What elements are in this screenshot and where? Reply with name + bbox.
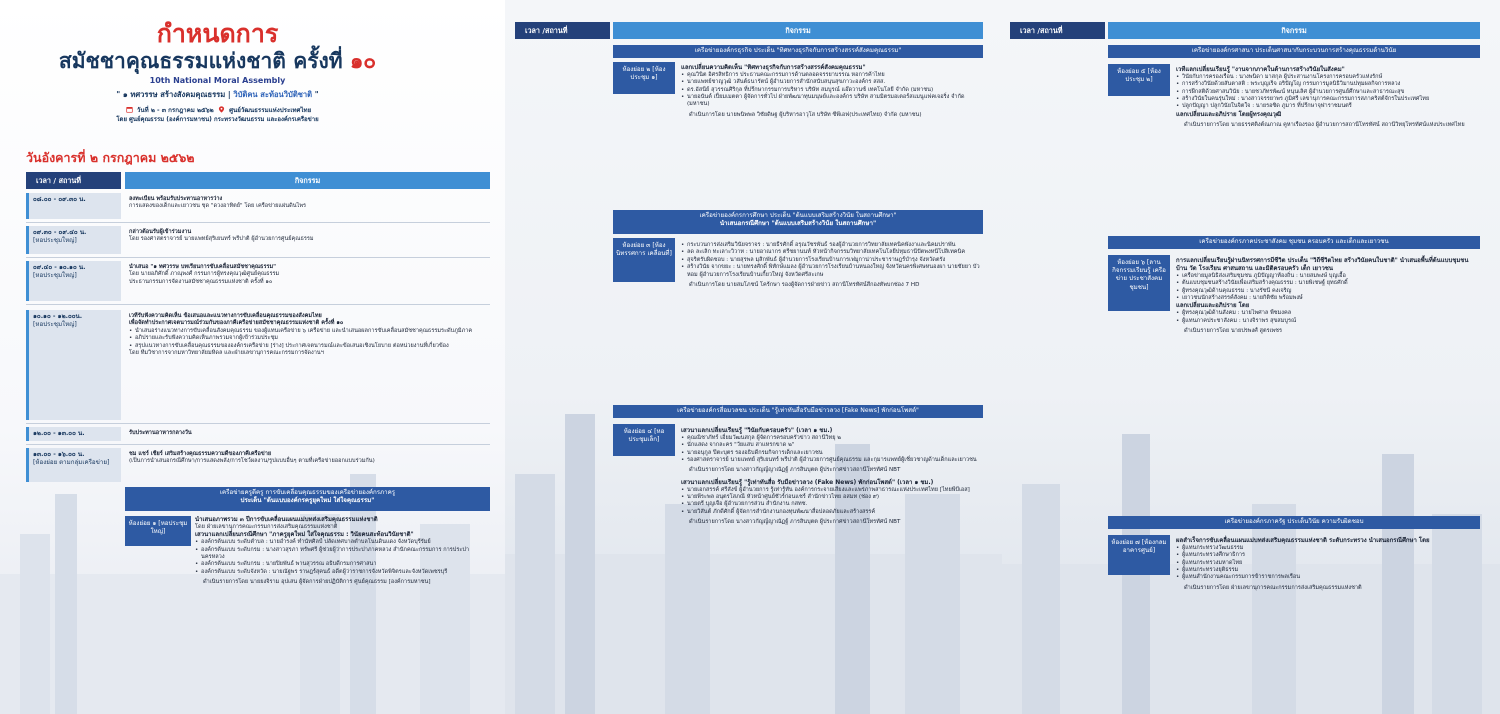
column-header-time: เวลา / สถานที่ xyxy=(26,172,121,189)
speaker-item: • สร้างวินัย จากขยะ : นายทรงศักดิ์ พิทักษ์แมลง ผู้อำนวยการโรงเรียนบ้านหนองใหญ่ จังหวัดนครพิเศษหนองผา นายชัยยา บัวหอม ผู้อำนวยการโรงเรียนบ้านเกี้ยวใหญ่ จังหวัดศรีสะเกษ xyxy=(681,264,981,279)
column-header-time: เวลา /สถานที่ xyxy=(515,22,610,39)
civil-society-session xyxy=(1176,257,1480,335)
session-summary: แลกเปลี่ยนและอภิปราย โดย xyxy=(1176,302,1250,310)
room-label: ห้องย่อย ๗ [ห้องกลม อาคารศูนย์] xyxy=(1108,535,1170,575)
event-date: วันที่ ๒ - ๓ กรกฎาคม ๒๕๖๒ xyxy=(136,106,214,114)
row-time: ๑๒.๐๐ - ๑๓.๐๐ น. xyxy=(33,430,85,437)
speaker-list xyxy=(1176,545,1480,582)
theme-part-b: วิบัติคน สะท้อนวิบัติชาติ xyxy=(233,90,313,100)
schedule-row xyxy=(26,193,490,219)
speaker-item: • ผู้ทรงคุณวุฒิด้านสังคม : นายไพศาล พืชมงคล xyxy=(1176,310,1480,317)
theme-line xyxy=(20,90,415,100)
speaker-item: • ผู้ทรงคุณวุฒิด้านคุณธรรม : นางรัชนี คงเจริญ xyxy=(1176,288,1480,295)
schedule-row xyxy=(26,448,490,482)
theme-part-c: " xyxy=(312,90,319,100)
schedule-row xyxy=(26,226,490,254)
speaker-list xyxy=(681,435,981,465)
speaker-item: • สุจริตรับผิดชอบ : นายสุรพล มุสิกพันธ์ ผู้อำนวยการโรงเรียนบ้านการเฟมูกาน่าประชาราษฎร์บำรุง จังหวัดตรัง xyxy=(681,257,981,264)
panel-network-sessions-a xyxy=(505,0,1002,714)
speaker-item: • ดร.อัสนีย์ สุวรรณศิริกุล ที่ปรึกษากรรมการบริหาร บริษัท สมบูรณ์ แอ๊ดวานซ์ เทคโนโลยี จำกัด (มหาชน) xyxy=(681,87,981,94)
speaker-item: • องค์กรต้นแบบ ระดับกรม : นางสาวสุรภา ทรัพศรี ผู้ช่วยผู้ว่าการประปาภาคหลวง สำนักคณะกรรมการ การประปานครหลวง xyxy=(195,547,490,562)
moderator: ดำเนินรายการโดย นายยงจิราม อุปเสน ผู้จัดการฝ่ายปฏิบัติการ ศูนย์คุณธรรม [องค์การมหาชน] xyxy=(203,579,431,586)
speaker-item: • กระบวนการส่งเสริมวินัยจราจร : นายธีรศักดิ์ อรุณวัชรพันธ์ รองผู้อำนวยการวิทยาลัยเทคนิคพังงาและนิคมปราพัน xyxy=(681,242,981,249)
row-time: ๐๙.๔๐ - ๑๐.๑๐ น. xyxy=(33,264,86,271)
media-session xyxy=(681,427,981,527)
session-lead: เสวนาแลกเปลี่ยนเรียนรู้ "รู้เท่าทันสื่อ รับมือข่าวลวง (Fake News) พักก่อนโพสต์" (เวลา ๑ ชม.) xyxy=(681,478,934,486)
speaker-item: • เยาวชนนักสร้างสรรค์สังคม : นายกิติชัย พร้อมพงษ์ xyxy=(1176,295,1480,302)
moderator: ดำเนินการโดย นายสมโภชน์ โคร้กษา รองผู้จัดการฝ่ายข่าว สถานีโทรทัศน์สีกองทัพบกช่อง 7 HD xyxy=(689,281,920,288)
row-time: ๐๙.๓๐ - ๐๙.๔๐ น. xyxy=(33,229,87,236)
row-activity-line: การแสดงของเด็กและเยาวชน ชุด "ดวงอาทิตย์" โดย เครือข่ายแผ่นดินไพร xyxy=(129,203,307,210)
location-pin-icon xyxy=(218,106,225,113)
session-lead: เสวนาแลกเปลี่ยนกรณีศึกษา "ภาครูยุคใหม่ ใส่ใจคุณธรรม : วินัยคนสะท้อนวินัยชาติ" xyxy=(195,531,414,539)
day-heading: วันอังคารที่ ๒ กรกฎาคม ๒๕๖๒ xyxy=(26,150,195,165)
main-title: กำหนดการ xyxy=(156,19,279,48)
speaker-item: • คุณวินิต อิศรสิทธิการ ประธานคณะกรรมการด้านตลอดจรรยาบรรณ หอการค้าไทย xyxy=(681,72,981,79)
assembly-number: ๑๐ xyxy=(349,48,377,73)
speaker-list xyxy=(1176,74,1480,111)
speaker-item: • ผู้แทนสำนักงานคณะกรรมการข้าราชการพลเรือน xyxy=(1176,574,1480,581)
row-location: [ห้องย่อย ตามกลุ่มเครือข่าย] xyxy=(33,459,110,467)
speaker-item: • นายเอกสรรค์ ศรีสังข์ ผู้อำนวยการ รู้เท่ารู้ทัน องค์การกระจายเสียงและแพร่ภาพสาธารณะแห่งประเทศไทย [ไทยพีบีเอส] xyxy=(681,487,981,494)
session-lead: เสวนาแลกเปลี่ยนเรียนรู้ "วินัยกับครอบครัว" (เวลา ๑ ชม.) xyxy=(681,427,833,434)
row-activity-title: เพื่อจัดทำประกาศเจตนารมณ์ร่วมกันของภาคีเครือข่ายสมัชชาคุณธรรมแห่งชาติ ครั้งที่ ๑๐ xyxy=(129,320,344,327)
network-title-media: เครือข่ายองค์กรสื่อมวลชน ประเด็น "รู้เท่าทันสื่อรับมือข่าวลวง [Fake News] พักก่อนโพสต์" xyxy=(613,405,983,418)
speaker-item: • ปลูกปัญญา ปลูกวินัยในจิตใจ : นายรอซิด ภูมาร ที่ปรึกษาจุฬาราชมนตรี xyxy=(1176,103,1480,110)
session-lead: การแลกเปลี่ยนเรียนรู้ผ่านนิทรรศการมีชีวิต ประเด็น "วิถีชีวิตไทย สร้างวินัยคนในชาติ" นำเสนอพื้นที่ต้นแบบชุมชน บ้าน วัด โรงเรียน ศาสนสถาน และมิติครอบครัว เด็ก เยาวชน xyxy=(1176,257,1469,272)
row-divider xyxy=(26,304,490,305)
subtitle xyxy=(20,49,415,74)
column-header-activity: กิจกรรม xyxy=(613,22,983,39)
speaker-item: • ผู้แทนภาคประชาสังคม : นางจิราพร สุขสมบูรณ์ xyxy=(1176,318,1480,325)
row-bullet: • สรุปแนวทางการขับเคลื่อนคุณธรรมขององค์กรเครือข่าย [ร่าง] ประกาศเจตนารมณ์และข้อเสนอเชิงนโยบาย ต่อหน่วยงานที่เกี่ยวข้อง xyxy=(129,343,486,350)
speaker-item: • ผู้แทนกระทรวงศึกษาธิการ xyxy=(1176,552,1480,559)
speaker-item: • นักแสดง จากละคร "วัยแสบ สาแหรกขาด ๒" xyxy=(681,442,981,449)
network-title-state: เครือข่ายองค์กรภาครัฐ ประเด็นวินัย ความรับผิดชอบ xyxy=(1108,516,1480,529)
speaker-item: • สร้างวินัยในคนรุ่นใหม่ : นางสาวจรรยาพร ภูมิศรี เลขานุการคณะกรรมการสภาคริสต์จักรในประเทศไทย xyxy=(1176,96,1480,103)
teachers-session xyxy=(195,516,490,586)
theme-part-a: " ๑ ทศวรรษ สร้างสังคมคุณธรรม | xyxy=(116,90,234,100)
state-session xyxy=(1176,537,1480,592)
network-title-education: เครือข่ายองค์กรการศึกษา ประเด็น "ต้นแบบเสริมสร้างวินัย ในสถานศึกษา" นำเสนอกรณีศึกษา "ต้นแบบเสริมสร้างวินัย ในสถานศึกษา" xyxy=(613,210,983,234)
column-header-time: เวลา /สถานที่ xyxy=(1010,22,1105,39)
network-title-business: เครือข่ายองค์กรธุรกิจ ประเด็น "ทิศทางธุรกิจกับการสร้างสรรค์สังคมคุณธรรม" xyxy=(613,45,983,58)
row-activity-title: ลงทะเบียน พร้อมรับประทานอาหารว่าง xyxy=(129,196,223,202)
session-lead: เวทีแลกเปลี่ยนเรียนรู้ "งานจากภาคในด้านการสร้างวินัยในสังคม" xyxy=(1176,66,1345,73)
schedule-row xyxy=(26,261,490,301)
speaker-list xyxy=(1176,273,1480,303)
row-location: [หอประชุมใหญ่] xyxy=(33,272,77,280)
network-title-religion: เครือข่ายองค์กรศาสนา ประเด็นศาสนากับกระบวนการสร้างคุณธรรมด้านวินัย xyxy=(1108,45,1480,58)
row-activity-title: ชม แชร์ เชียร์ เสริมสร้างคุณธรรมความดีของภาคีเครือข่าย xyxy=(129,451,272,457)
row-time: ๑๓.๐๐ - ๑๖.๐๐ น. xyxy=(33,451,85,458)
speaker-item: • นายตรี บุญเจือ ผู้อำนวยการส่วน สำนักงาน กสทช. xyxy=(681,501,981,508)
moderator: ดำเนินการโดย นายพนิพพล วิชัยดิษฐ ผู้บริหารอาวุโส บริษัท ซีพีเอฟ(ประเทศไทย) จำกัด (มหาชน) xyxy=(689,111,922,118)
speaker-item: • นายวิสันต์ ภักดีศักดิ์ ผู้จัดการสำนักงานกองทุนพัฒนาสื่อปลอดภัยและสร้างสรรค์ xyxy=(681,509,981,516)
panel-network-sessions-b xyxy=(1002,0,1500,714)
room-label: ห้องย่อย ๔ [หอประชุมเล็ก] xyxy=(613,424,675,456)
religion-session xyxy=(1176,66,1480,129)
row-activity-title: เวทีรับฟังความคิดเห็น ข้อเสนอและแนวทางการขับเคลื่อนคุณธรรมของสังคมไทย xyxy=(129,313,322,319)
row-activity-line: โดย รองศาสตราจารย์ นายแพทย์สุริเยนทร์ พรีปาติ ผู้อำนวยการศูนย์คุณธรรม xyxy=(129,236,314,243)
moderator: ดำเนินรายการโดย นายธรรศติงต์ณภาณ คูหาเรืองรอง ผู้อำนวยการสถานีโทรทัศน์ สถานีวิทยุโทรทัศน์แห่งประเทศไทย xyxy=(1184,121,1465,128)
row-divider xyxy=(26,423,490,424)
row-bullets xyxy=(129,328,486,350)
calendar-icon xyxy=(126,106,133,113)
speaker-item: • การฝึกสติด้วยศาสนวินัย : นายชวภัทรพัฒน์ หนุนเลิศ ผู้อำนวยการศูนย์ศึกษาและสาธารณะสุข xyxy=(1176,89,1480,96)
network-title-teachers: เครือข่ายครูดีครู การขับเคลื่อนคุณธรรมของเครือข่ายองค์กรภาครู ประเด็น "ต้นแบบองค์กรครูยุคใหม่ ใส่ใจคุณธรรม" xyxy=(125,487,490,511)
session-lead: นำเสนอภาพรวม ๓ ปีการขับเคลื่อนแผนแม่บทส่งเสริมคุณธรรมแห่งชาติ xyxy=(195,516,378,523)
moderator: ดำเนินรายการโดย ฝ่ายเลขานุการคณะกรรมการส่งเสริมคุณธรรมแห่งชาติ xyxy=(1184,584,1362,591)
speaker-item: • ผู้แทนกระทรวงวัฒนธรรม xyxy=(1176,545,1480,552)
organizer: โดย ศูนย์คุณธรรม (องค์การมหาชน) กระทรวงวัฒนธรรม และองค์กรเครือข่าย xyxy=(116,115,319,123)
speaker-item: • นายอนุกูล ปีตะบุตร รองอธิบดีกรมกิจการเด็กและเยาวชน xyxy=(681,450,981,457)
speaker-item: • ต้นแบบชุมชนสร้างวินัยเพื่อเสริมสร้างคุณธรรม : นายพิเชษฐ์ ยุทธศักดิ์ xyxy=(1176,280,1480,287)
education-session xyxy=(681,242,981,289)
speaker-item: • นายแพทย์ชาญวุฒิ วสันต์ธนารัตน์ ผู้อำนวยการสำนักสนับสนุนสุขภาวะองค์กร สสส. xyxy=(681,79,981,86)
speaker-item: • คุณณิชาภัทร์ เอี่ยมวัฒนสกุล ผู้จัดการครอบครัวข่าว สถานีวิทยุ ๒ xyxy=(681,435,981,442)
room-label: ห้องย่อย ๑ [หอประชุมใหญ่] xyxy=(125,516,191,546)
speaker-item: • องค์กรต้นแบบ ระดับกรม : นายปิยพันธ์ พานสุวรรณ อธิบดีกรมการศาสนา xyxy=(195,561,490,568)
session-line: โดย ฝ่ายเลขานุการคณะกรรมการส่งเสริมคุณธรรมแห่งชาติ xyxy=(195,523,338,530)
row-activity-line: (เป็นการนำเสนอกรณีศึกษา/การแสดงพลัง/การโชว์ผลงาน/รูปแบบอื่นๆ ตามที่เครือข่ายออกแบบร่วมกัน) xyxy=(129,458,375,465)
schedule-row xyxy=(26,427,490,441)
speaker-list xyxy=(195,539,490,576)
session-lead: ผลสำเร็จการขับเคลื่อนแผนแม่บทส่งเสริมคุณธรรมแห่งชาติ ระดับกระทรวง นำเสนอกรณีศึกษา โดย xyxy=(1176,537,1430,544)
business-session xyxy=(681,64,981,119)
row-divider xyxy=(26,222,490,223)
row-activity-line: โดย นายอภิศักดิ์ ภาณุพงศ์ กรรมการผู้ทรงคุณวุฒิศูนย์คุณธรรม xyxy=(129,271,280,278)
room-label: ห้องย่อย ๕ [ห้องประชุม ๒] xyxy=(1108,64,1170,96)
row-time: ๐๘.๐๐ - ๐๙.๓๐ น. xyxy=(33,196,86,203)
row-divider xyxy=(26,257,490,258)
room-label: ห้องย่อย ๓ [ห้องนิทรรศการ เคลื่อนที่] xyxy=(613,238,675,282)
row-activity-title: กล่าวต้อนรับผู้เข้าร่วมงาน xyxy=(129,229,192,235)
speaker-item: • ลด ละเลิก ทะเลาะวิวาท : นายอาณากร ตรีชยานนท์ หัวหน้ากิจกรรมวิทยาลัยเทคโนโลยีปทุมธานีปัตพงหนีโปลิเทคนิค xyxy=(681,249,981,256)
speaker-item: • รองศาสตราจารย์ นายแพทย์ สุริเยนทร์ พรีปาติ ผู้อำนวยการศูนย์คุณธรรม และกุมารแพทย์ผู้เชี่ยวชาญด้านเด็กและเยาวชน xyxy=(681,457,981,464)
title-block xyxy=(20,20,415,124)
panel-day-schedule xyxy=(0,0,505,714)
speaker-item: • องค์กรต้นแบบ ระดับตำบล : นายอำรงค์ ทำนัทศิลป์ ปลัดเทศบาลตำบลโนนดินแดง จังหวัดบุรีรัมย์ xyxy=(195,539,490,546)
row-activity-line: ประธานกรรมการจัดงานสมัชชาคุณธรรมแห่งชาติ ครั้งที่ ๑๐ xyxy=(129,278,273,285)
row-location: [หอประชุมใหญ่] xyxy=(33,321,77,329)
speaker-item: • เครือข่ายมูลนิธิส่งเสริมชุมชน ภูมิปัญญาท้องถิ่น : นายสมพงษ์ บุญเอื้อ xyxy=(1176,273,1480,280)
row-time: ๑๐.๑๐ - ๑๒.๐๐น. xyxy=(33,313,83,320)
speaker-list xyxy=(681,487,981,517)
moderator: ดำเนินรายการโดย นางสาวกัญญ์ญาณัฏฐ์ ภารสินบุตต ผู้ประกาศข่าวสถานีโทรทัศน์ NBT xyxy=(689,519,901,526)
row-activity-title: รับประทานอาหารกลางวัน xyxy=(129,430,192,436)
speaker-list xyxy=(1176,310,1480,325)
row-activity-title: นำเสนอ "๑ ทศวรรษ บทเรียนการขับเคลื่อนสมัชชาคุณธรรม" xyxy=(129,264,277,270)
english-title: 10th National Moral Assembly xyxy=(149,75,286,85)
column-header-activity: กิจกรรม xyxy=(1108,22,1480,39)
speaker-item: • ผู้แทนกระทรวงยุติธรรม xyxy=(1176,567,1480,574)
speaker-item: • องค์กรต้นแบบ ระดับจังหวัด : นายณัฐพร ราษฎร์สุคนธ์ อดีตผู้ว่าราชการจังหวัดพิจิตรและจังหวัดเพชรบุรี xyxy=(195,569,490,576)
subtitle-text: สมัชชาคุณธรรมแห่งชาติ ครั้งที่ xyxy=(58,48,350,73)
city-skyline-background xyxy=(1002,354,1500,714)
column-header-activity: กิจกรรม xyxy=(125,172,490,189)
session-summary: แลกเปลี่ยนและอภิปราย โดยผู้ทรงคุณวุฒิ xyxy=(1176,110,1282,118)
speaker-item: • การสร้างวินัยด้วยสันตาสติ : พระบุญเร็จ อริปัญโญ กรรมการมูลนิธิวิมานปทุมผลกิจการหลวง xyxy=(1176,81,1480,88)
moderator: ดำเนินรายการโดย นายปรพงศ์ สูตรเพชร xyxy=(1184,327,1282,334)
network-title-civil-society: เครือข่ายองค์กรภาคประชาสังคม ชุมชน ครอบครัว และเด็กและเยาวชน xyxy=(1108,236,1480,249)
speaker-list xyxy=(681,242,981,279)
speaker-item: • นายอนันต์ เปี่ยมเมตตา ผู้จัดการทั่วไป ฝ่ายพัฒนาทุนมนุษย์และองค์กร บริษัท สามมิตรมอเตอร์สแมนูแฟคเจอริ่ง จำกัด (มหาชน) xyxy=(681,94,981,109)
row-bullet: • อภิปรายและรับฟังความคิดเห็นภาพรวมจากผู้เข้าร่วมประชุม xyxy=(129,335,486,342)
room-label: ห้องย่อย ๖ [ลานกิจกรรมเรียนรู้ เครือข่าย ประชาสังคม ชุมชน] xyxy=(1108,255,1170,311)
session-lead: แลกเปลี่ยนความคิดเห็น "ทิศทางธุรกิจกับการสร้างสรรค์สังคมคุณธรรม" xyxy=(681,64,866,71)
moderator: ดำเนินรายการโดย นางสาวกัญญ์ญาณัฏฐ์ ภารสินบุตต ผู้ประกาศข่าวสถานีโทรทัศน์ NBT xyxy=(689,467,901,474)
row-bullet: • นำเสนอร่างแนวทางการขับเคลื่อนสังคมคุณธรรม ของผู้แทนเครือข่าย ๖ เครือข่าย และนำเสนอผลการขับเคลื่อนสมัชชาคุณธรรมระดับภูมิภาค xyxy=(129,328,486,335)
schedule-row xyxy=(26,310,490,420)
row-activity-line: โดย ทีมวิชาการจากมหาวิทยาลัยมหิดล และฝ่ายเลขานุการคณะกรรมการจัดงานฯ xyxy=(129,349,324,356)
room-label: ห้องย่อย ๒ [ห้องประชุม ๑] xyxy=(613,62,675,94)
event-info xyxy=(20,106,415,115)
speaker-item: • วินัยกับการครองเรือน : นางพนิดา มาสกุล ผู้ประสานงานโครงการครอบครัวแห่งรักษ์ xyxy=(1176,74,1480,81)
row-divider xyxy=(26,444,490,445)
speaker-list xyxy=(681,72,981,109)
speaker-item: • ผู้แทนกระทรวงมหาดไทย xyxy=(1176,560,1480,567)
row-location: [หอประชุมใหญ่] xyxy=(33,237,77,245)
speaker-item: • นายพีระพล อนุตรโสภณี หัวหน้าศูนย์ชัวร์ก่อนแชร์ สำนักข่าวไทย อสมท (ช่อง ๙) xyxy=(681,494,981,501)
event-venue: ศูนย์วัฒนธรรมแห่งประเทศไทย xyxy=(229,106,312,114)
